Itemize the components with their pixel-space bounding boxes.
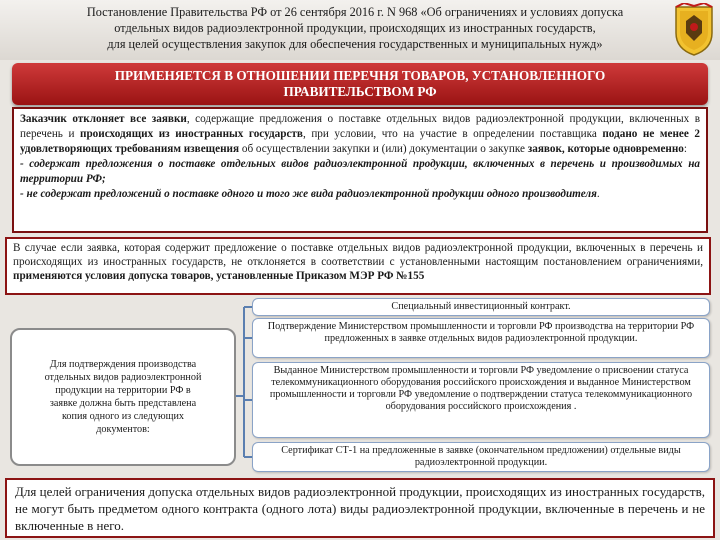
confirmation-requirement-text: Для подтверждения производства отдельных видов радиоэлектронной продукции на территории РФ в заявке должна быть представлена копия одного из следующих документов: [44,359,202,435]
confirmation-requirement-box [10,328,236,466]
body-text: об осуществлении закупки и (или) документации о закупке [239,143,528,155]
emphasis-text: происходящих из иностранных государств [80,128,303,140]
title-line-3: для целей осуществления закупок для обеспечения государственных и муниципальных нужд» [107,37,603,51]
condition-item-1: - содержат предложения о поставке отдельных видов радиоэлектронной продукции, включенных в перечень и производимых на территории РФ; [20,158,700,185]
emphasis-text: заявок, которые одновременно [527,143,684,155]
emphasis-text: Заказчик отклоняет все заявки [20,113,187,125]
document-option: Подтверждение Министерством промышленности и торговли РФ производства на территории РФ предложенных в заявке отдельных видов радиоэлектронной продукции. [252,318,710,358]
coat-of-arms-icon [672,3,716,57]
admission-emphasis: применяются условия допуска товаров, установленные Приказом МЭР РФ №155 [13,270,425,282]
body-text: , при условии, что на участие в определении поставщика [302,128,603,140]
header [0,0,720,60]
title-line-1: Постановление Правительства РФ от 26 сентября 2016 г. N 968 «Об ограничениях и условиях допуска [86,5,624,19]
lot-restriction-box [5,478,715,538]
body-text: , содержащие предложения о поставке отдельных видов радиоэлектронной продукции, включенных в перечень и [20,113,700,140]
document-option: Выданное Министерством промышленности и торговли РФ уведомление о присвоении статуса телекоммуникационного оборудования российского происхождения и выданное Министерством промышленности и торговли РФ уведомление о подтверждении статуса телекоммуникационного оборудования российского происхождения . [252,362,710,438]
lot-restriction-text: Для целей ограничения допуска отдельных видов радиоэлектронной продукции, происходящих из иностранных государств, не могут быть предметом одного контракта (одного лота) виды радиоэлектронной продукции, включенные в перечень и не включенные в него. [15,484,705,533]
document-option: Сертификат СТ-1 на предложенные в заявке (окончательном предложении) отдельные виды радиоэлектронной продукции. [252,442,710,472]
banner-text: ПРИМЕНЯЕТСЯ В ОТНОШЕНИИ ПЕРЕЧНЯ ТОВАРОВ, УСТАНОВЛЕННОГО ПРАВИТЕЛЬСТВОМ РФ [114,68,606,99]
title-line-2: отдельных видов радиоэлектронной продукции, происходящих из иностранных государств, [114,21,596,35]
admission-text: В случае если заявка, которая содержит предложение о поставке отдельных видов радиоэлектронной продукции, включенных в перечень и происходящих из иностранных государств, не отклоняется в соответствии с установленными настоящим постановлением ограничениями, [13,242,703,268]
emphasis-text: подано не менее 2 удовлетворяющих требованиям извещения [20,128,700,155]
rejection-conditions-box [12,107,708,233]
document-option: Специальный инвестиционный контракт. [252,298,710,316]
condition-item-2: - не содержат предложений о поставке одного и того же вида радиоэлектронной продукции одного производителя [20,188,597,200]
body-text: . [596,188,600,200]
document-title [40,4,670,52]
rejection-paragraph [20,112,700,157]
body-text: : [683,143,688,155]
condition-item-2-row [20,187,700,202]
scope-banner [12,63,708,105]
admission-conditions-box [5,237,711,295]
